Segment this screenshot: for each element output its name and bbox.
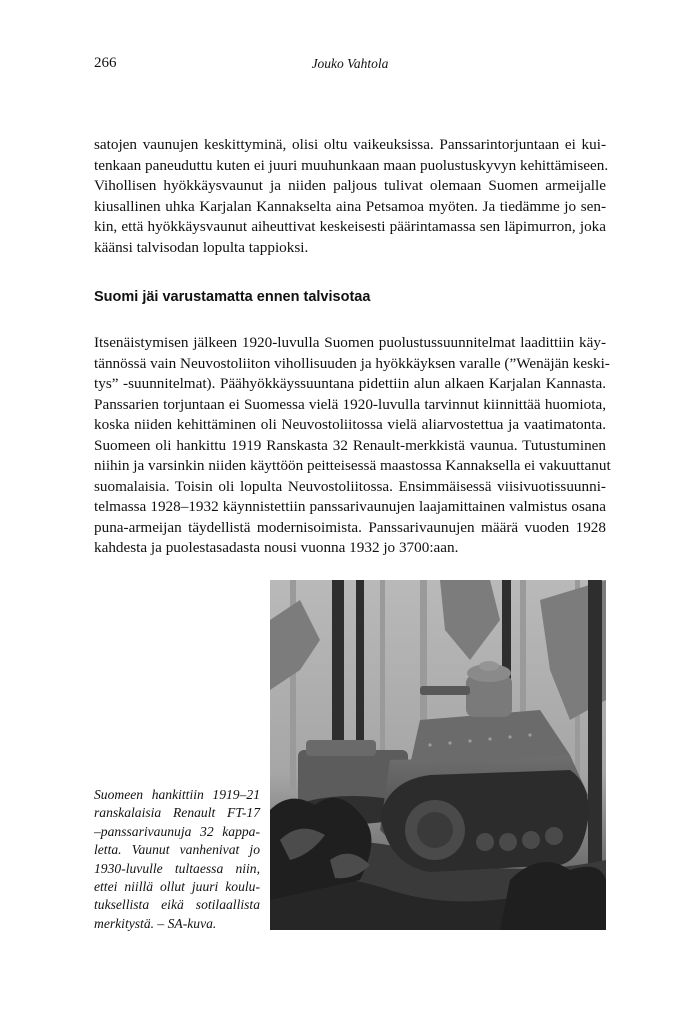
caption-line: letta. Vaunut vanhenivat jo: [94, 842, 260, 858]
text-line: niihin ja varsinkin niiden käyttöön peitteisessä maastossa Kannaksella ei vakuuttanut: [94, 457, 611, 474]
caption-line: ranskalaisia Renault FT-17: [94, 805, 260, 821]
body-paragraph-2: [94, 333, 611, 559]
text-line: Itsenäistymisen jälkeen 1920-luvulla Suomen puolustussuunnitelmat laadittiin käy-: [94, 334, 606, 351]
caption-line: 1930-luvulle tultaessa niin,: [94, 860, 260, 876]
text-line: Suomeen oli hankittu 1919 Ranskasta 32 Renault-merkkistä vaunua. Tutustuminen: [94, 436, 606, 454]
caption-line: merkitystä. – SA-kuva.: [94, 915, 217, 931]
text-line: kin, että hyökkäysvaunut aiheuttivat keskeisesti päärintamassa sen läpimurron, joka: [94, 218, 606, 235]
text-line: satojen vaunujen keskittyminä, olisi oltu vaikeuksissa. Panssarintorjuntaan ei kui-: [94, 136, 606, 153]
text-line: käänsi talvisodan lopulta tappioksi.: [94, 238, 309, 256]
section-heading: Suomi jäi varustamatta ennen talvisotaa: [94, 289, 371, 305]
photo-caption: [94, 786, 260, 933]
page-number: 266: [94, 55, 117, 71]
text-line: Panssarien torjuntaan ei Suomessa vielä 1920-luvulla tarvinnut kiinnittää huomiota,: [94, 395, 606, 413]
text-line: Vihollisen hyökkäysvaunut ja niiden paljous tulivat olemaan Suomen armeijalle: [94, 177, 606, 194]
text-line: tännössä vain Neuvostoliiton vihollisuuden ja hyökkäyksen varalle (”Wenäjän keski-: [94, 354, 610, 372]
body-paragraph-1: [94, 135, 609, 258]
text-line: puna-armeijan täydellistä modernisoimista. Panssarivaunujen määrä vuoden 1928: [94, 518, 606, 536]
text-line: tenkaan paneuduttu kuten ei juuri muuhunkaan maan puolustuskyvyn kehittämiseen.: [94, 156, 609, 174]
text-line: koska niiden kehittäminen oli Neuvostoliitossa vielä aliarvostettua ja vaatimatonta.: [94, 416, 606, 433]
caption-line: –panssarivaunuja 32 kappa-: [94, 823, 260, 839]
text-line: kahdesta ja puolestasadasta nousi vuonna 1932 jo 3700:aan.: [94, 539, 459, 556]
caption-line: Suomeen hankittiin 1919–21: [94, 787, 260, 802]
caption-line: ettei niillä ollut juuri koulu-: [94, 879, 260, 895]
caption-line: tuksellista eikä sotilaallista: [94, 897, 260, 913]
text-line: tys” -suunnitelmat). Päähyökkäyssuuntana pidettiin alun alkaen Karjalan Kannasta.: [94, 375, 606, 392]
text-line: suomalaisia. Toisin oli lopulta Neuvostoliitossa. Ensimmäisessä viisivuotissuunni-: [94, 477, 606, 495]
text-line: telmassa 1928–1932 käynnistettiin panssarivaunujen laajamittainen valmistus osana: [94, 498, 606, 515]
running-head: Jouko Vahtola: [311, 56, 389, 71]
tank-photo: [270, 580, 606, 930]
text-line: kiusallinen uhka Karjalan Kannakselta aina Petsamoa myöten. Ja tiedämme jo sen-: [94, 197, 606, 215]
